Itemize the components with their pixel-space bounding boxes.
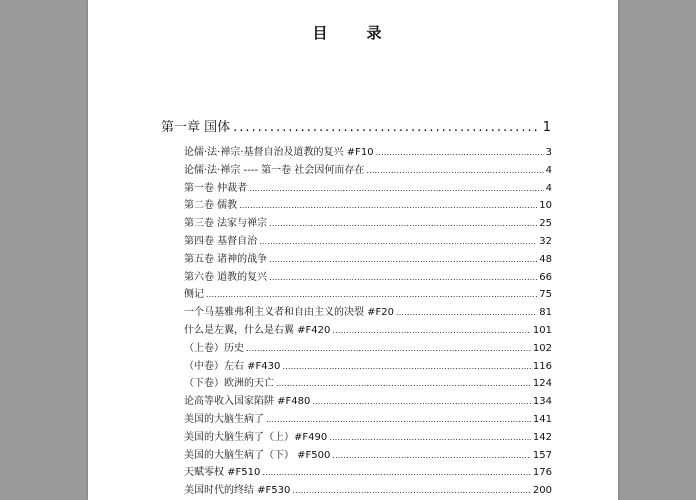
dot-leader xyxy=(312,397,531,406)
chapter-page: 1 xyxy=(542,120,551,135)
entry-page: 141 xyxy=(532,413,552,425)
entry-label: 侧记 xyxy=(184,289,204,301)
dot-leader xyxy=(329,433,531,442)
dot-leader xyxy=(269,255,537,264)
entry-page: 81 xyxy=(539,307,552,319)
toc-entry[interactable] xyxy=(184,161,552,179)
entry-page: 142 xyxy=(532,431,552,443)
entry-page: 66 xyxy=(539,271,552,283)
toc-entry[interactable] xyxy=(184,214,552,232)
entry-page: 75 xyxy=(539,289,552,301)
toc-entry[interactable] xyxy=(184,463,552,481)
dot-leader xyxy=(269,273,537,282)
entry-label: 一个马基雅弗利主义者和自由主义的决裂 #F20 xyxy=(184,307,395,319)
toc-entry[interactable] xyxy=(184,143,552,161)
dot-leader xyxy=(396,308,537,317)
entry-label: 第二卷 儒教 xyxy=(184,200,238,212)
dot-leader xyxy=(276,379,531,388)
dot-leader xyxy=(269,219,537,228)
toc-entry[interactable] xyxy=(184,446,552,464)
entry-page: 4 xyxy=(545,182,552,194)
toc-entry[interactable] xyxy=(184,481,552,499)
dot-leader xyxy=(206,290,537,299)
entry-page: 101 xyxy=(532,324,552,336)
entry-label: （上卷）历史 xyxy=(184,342,244,354)
entry-label: 美国的大脑生病了 xyxy=(184,413,264,425)
toc-entry[interactable] xyxy=(184,179,552,197)
toc-entry[interactable] xyxy=(184,321,552,339)
toc-entry[interactable] xyxy=(184,196,552,214)
toc-chapter[interactable] xyxy=(161,116,551,135)
document-page xyxy=(88,0,618,500)
dot-leader xyxy=(292,486,531,495)
entry-label: 论儒·法·禅宗·基督自治及道教的复兴 #F10 xyxy=(184,147,374,158)
dot-leader xyxy=(262,468,531,477)
entry-label: 论儒·法·禅宗 ---- 第一卷 社会因何而存在 xyxy=(184,164,365,176)
entry-label: 第一卷 仲裁者 xyxy=(184,182,248,194)
entry-page: 4 xyxy=(545,164,552,176)
entry-page: 102 xyxy=(532,342,552,354)
entry-label: 美国的大脑生病了（上）#F490 xyxy=(184,431,328,443)
entry-page: 25 xyxy=(539,218,552,230)
entry-label: 天赋零权 #F510 xyxy=(184,467,261,479)
entry-label: 论高等收入国家陷阱 #F480 xyxy=(184,396,311,408)
entry-label: 第四卷 基督自治 xyxy=(184,235,258,247)
dot-leader xyxy=(239,201,537,210)
dot-leader xyxy=(233,120,540,135)
dot-leader xyxy=(259,237,537,246)
toc-entries xyxy=(184,143,552,499)
toc-entry[interactable] xyxy=(184,339,552,357)
entry-label: 美国时代的终结 #F530 xyxy=(184,485,291,497)
toc-entry[interactable] xyxy=(184,303,552,321)
dot-leader xyxy=(249,184,543,193)
entry-page: 32 xyxy=(539,235,552,247)
dot-leader xyxy=(332,326,531,335)
entry-page: 3 xyxy=(545,147,552,158)
toc-entry[interactable] xyxy=(184,428,552,446)
entry-page: 134 xyxy=(532,396,552,408)
entry-label: 第六卷 道教的复兴 xyxy=(184,271,268,283)
entry-page: 10 xyxy=(539,200,552,212)
dot-leader xyxy=(376,148,544,157)
entry-page: 176 xyxy=(532,467,552,479)
dot-leader xyxy=(246,344,531,353)
entry-label: 第三卷 法家与禅宗 xyxy=(184,218,268,230)
entry-label: 美国的大脑生病了（下） #F500 xyxy=(184,449,331,461)
entry-label: （中卷）左右 #F430 xyxy=(184,360,281,372)
dot-leader xyxy=(332,451,531,460)
entry-page: 124 xyxy=(532,378,552,390)
toc-entry[interactable] xyxy=(184,374,552,392)
entry-label: （下卷）欧洲的天亡 xyxy=(184,378,274,390)
toc-entry[interactable] xyxy=(184,410,552,428)
toc-entry[interactable] xyxy=(184,268,552,286)
dot-leader xyxy=(266,415,531,424)
entry-page: 48 xyxy=(539,253,552,265)
toc-entry[interactable] xyxy=(184,232,552,250)
entry-page: 157 xyxy=(532,449,552,461)
entry-label: 第五卷 诸神的战争 xyxy=(184,253,268,265)
toc-entry[interactable] xyxy=(184,392,552,410)
toc-title: 目 录 xyxy=(312,24,394,42)
chapter-label: 第一章 国体 xyxy=(161,120,231,135)
entry-page: 200 xyxy=(532,485,552,497)
toc-entry[interactable] xyxy=(184,250,552,268)
dot-leader xyxy=(282,362,531,371)
entry-page: 116 xyxy=(532,360,552,372)
toc-entry[interactable] xyxy=(184,357,552,375)
toc-entry[interactable] xyxy=(184,285,552,303)
dot-leader xyxy=(366,166,543,175)
entry-label: 什么是左翼，什么是右翼 #F420 xyxy=(184,324,331,336)
